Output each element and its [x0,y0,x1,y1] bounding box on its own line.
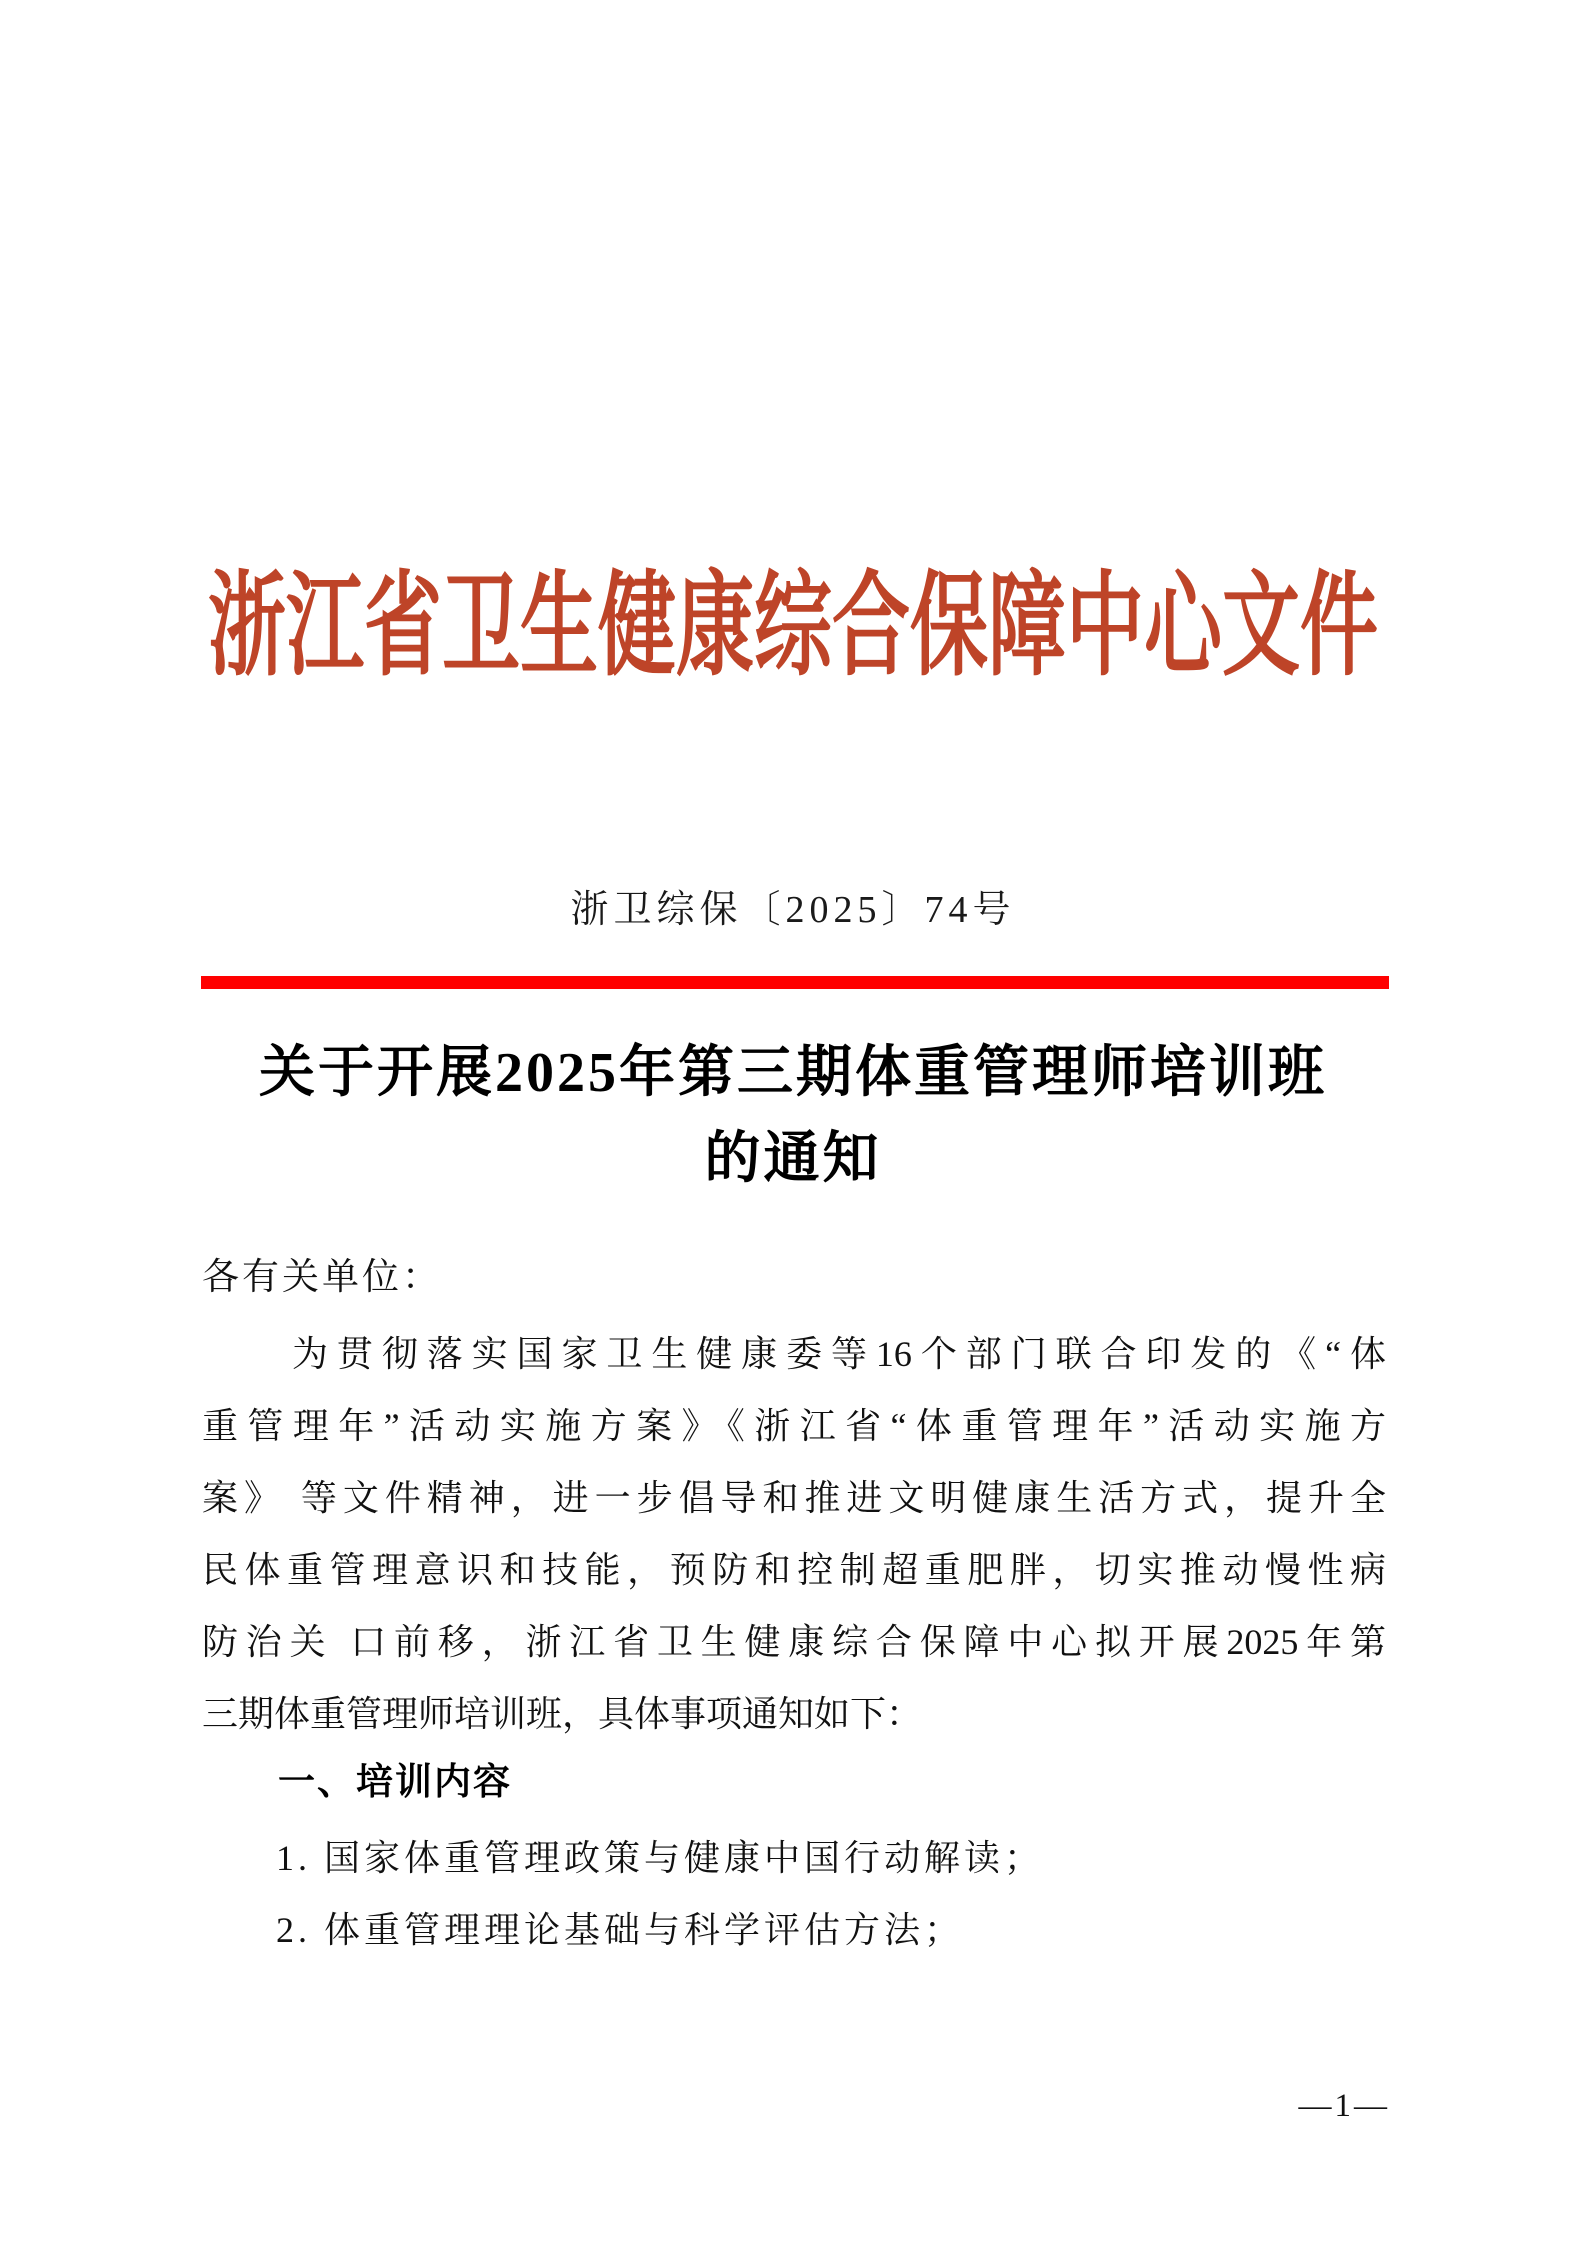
page-number: —1— [1298,2088,1390,2124]
document-title-line1: 关于开展2025年第三期体重管理师培训班 [259,1042,1327,1104]
section-heading-training-content: 一、培训内容 [278,1761,512,1802]
paragraph-line: 三期体重管理师培训班，具体事项通知如下： [202,1694,923,1734]
paragraph-line: 为贯彻落实国家卫生健康委等16个部门联合印发的《“体 [292,1334,1386,1374]
paragraph-line: 案》 等文件精神，进一步倡导和推进文明健康生活方式，提升全 [202,1478,1386,1518]
paragraph-line: 重管理年”活动实施方案》《浙江省“体重管理年”活动实施方 [202,1406,1386,1446]
red-divider-line [201,976,1389,989]
training-content-list [276,1822,1044,1966]
body-paragraph [202,1318,1386,1750]
document-title-line2: 的通知 [704,1128,882,1190]
list-item: 2. 体重管理理论基础与科学评估方法； [276,1910,965,1950]
letterhead-org-title: 浙江省卫生健康综合保障中心文件 [207,562,1378,689]
salutation: 各有关单位： [202,1257,442,1298]
document-number: 浙卫综保〔2025〕74号 [570,889,1016,931]
document-title [0,1030,1586,1202]
list-item: 1. 国家体重管理政策与健康中国行动解读； [276,1838,1045,1878]
paragraph-line: 防治关 口前移，浙江省卫生健康综合保障中心拟开展2025年第 [202,1622,1386,1662]
paragraph-line: 民体重管理意识和技能，预防和控制超重肥胖，切实推动慢性病 [202,1550,1386,1590]
